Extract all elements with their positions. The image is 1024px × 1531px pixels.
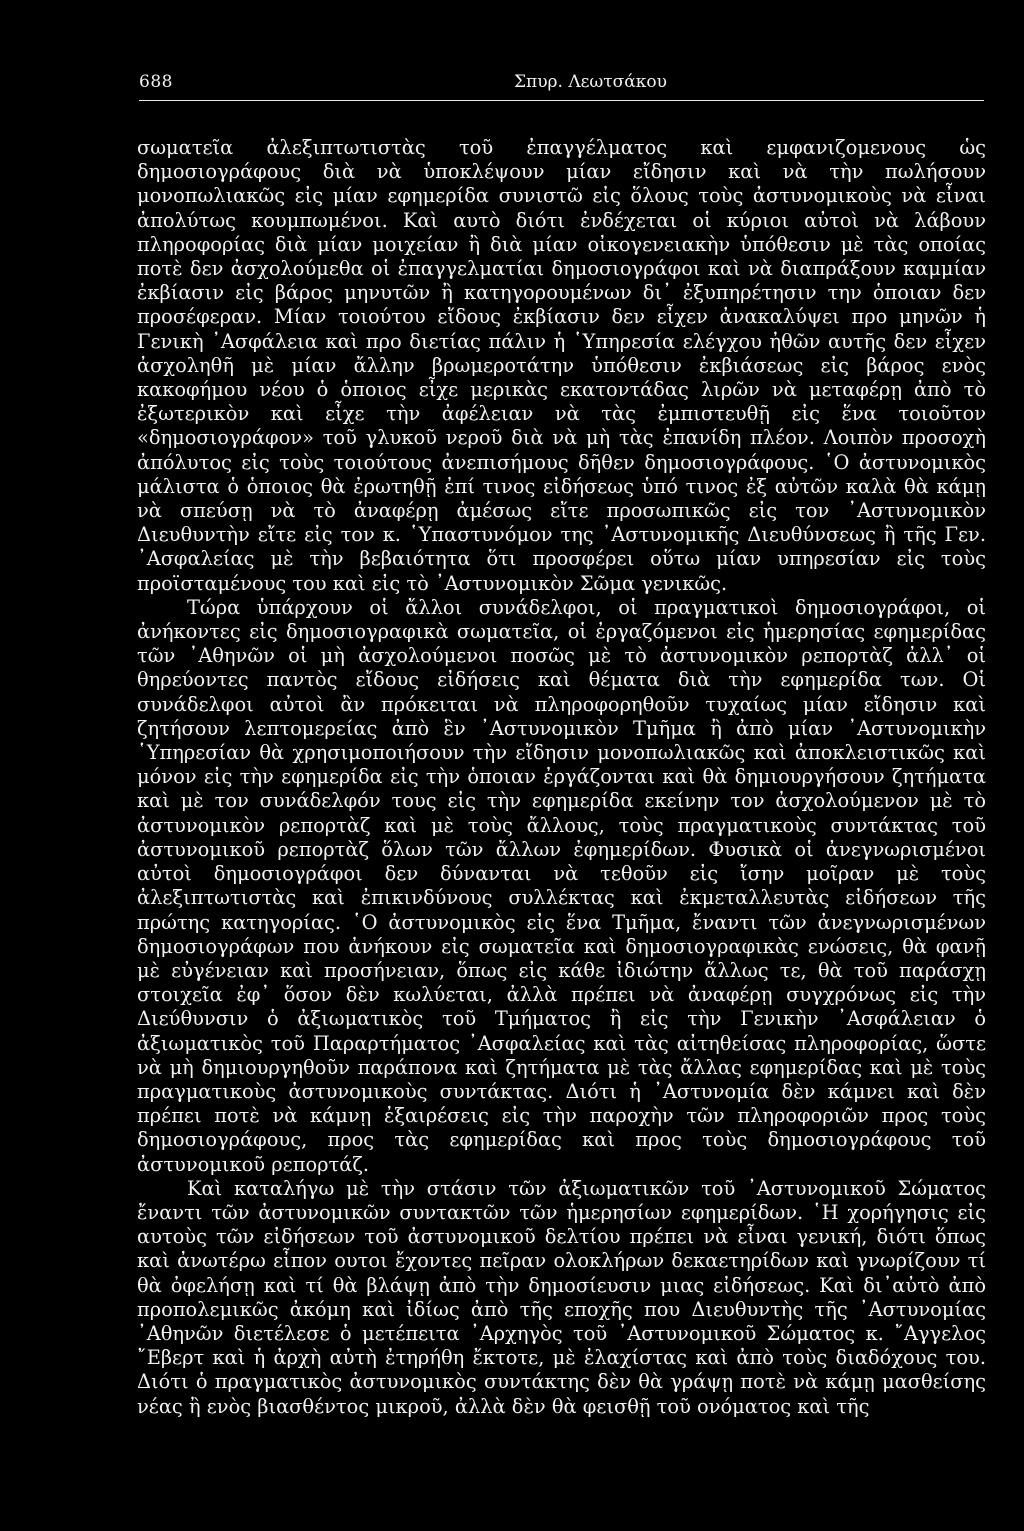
paragraph-3: Καὶ καταλήγω μὲ τὴν στάσιν τῶν ἀξιωματικῶν τοῦ ᾿Αστυνομικοῦ Σώματος ἔναντι τῶν ἀστυνομικῶν συντακτῶν τῶν ἡμερησίων εφημερίδων. ῾Η χορήγησις εἰς αυτοὺς τῶν εἰδήσεων τοῦ ἀστυνομικοῦ δελτίου πρέπει νὰ εἶναι γενική, διότι ὅπως καὶ ἀνωτέρω εἶπον ουτοι ἔχοντες πεῖραν ολοκλήρων δεκαετηρίδων καὶ γνωρίζουν τί θὰ ὀφελήσῃ καὶ τί θὰ βλάψῃ ἀπὸ τὴν δημοσίευσιν μιας εἰδήσεως. Καὶ δι᾽αὐτὸ ἀπὸ προπολεμικῶς ἀκόμη καὶ ἰδίως ἀπὸ τῆς εποχῆς που Διευθυντὴς τῆς ᾿Αστυνομίας ᾿Αθηνῶν διετέλεσε ὁ μετέπειτα ᾿Αρχηγὸς τοῦ ᾿Αστυνομικοῦ Σώματος κ. ῎Αγγελος ῎Εβερτ καὶ ἡ ἀρχὴ αὐτὴ ἐτηρήθη ἔκτοτε, μὲ ἐλαχίστας καὶ ἀπὸ τοὺς διαδόχους του. Διότι ὁ πραγματικὸς ἀστυνομικὸς συντάκτης δὲν θὰ γράψῃ ποτὲ νὰ κάμῃ μασθείσης νέας ἢ ενὸς βιασθέντος μικροῦ, ἀλλὰ δὲν θὰ φεισθῇ τοῦ ονόματος καὶ τῆς	[137, 1176, 986, 1418]
running-head: Σπυρ. Λεωτσάκου	[514, 72, 667, 92]
paragraph-1: σωματεῖα ἀλεξιπτωτιστὰς τοῦ ἐπαγγέλματος καὶ εμφανιζομενους ὡς δημοσιογράφους διὰ νὰ ὑποκλέψουν μίαν εἴδησιν καὶ νὰ τὴν πωλήσουν μονοπωλιακῶς εἰς μίαν εφημερίδα συνιστῶ εἰς ὅλους τοὺς ἀστυνομικοὺς νὰ εἶναι ἀπολύτως κουμπωμένοι. Καὶ αυτὸ διότι ἐνδέχεται οἱ κύριοι αὐτοὶ νὰ λάβουν πληροφορίας διὰ μίαν μοιχείαν ἢ διὰ μίαν οἰκογενειακὴν ὑπόθεσιν μὲ τὰς οποίας ποτὲ δεν ἀσχολούμεθα οἱ ἐπαγγελματίαι δημοσιογράφοι καὶ νὰ διαπράξουν καμμίαν ἐκβίασιν εἰς βάρος μηνυτῶν ἢ κατηγορουμένων δι᾽ ἐξυπηρέτησιν την ὁποιαν δεν προσέφεραν. Μίαν τοιούτου εἴδους ἐκβίασιν δεν εἶχεν ἀνακαλύψει προ μηνῶν ἡ Γενικὴ ᾿Ασφάλεια καὶ προ διετίας πάλιν ἡ ῾Υπηρεσία ελέγχου ἠθῶν αυτῆς δεν εἶχεν ἀσχοληθῆ μὲ μίαν ἄλλην βρωμεροτάτην ὑπόθεσιν ἐκβιάσεως εἰς βάρος ενὸς κακοφήμου νέου ὁ ὁποιος εἶχε μερικὰς εκατοντάδας λιρῶν νὰ μεταφέρῃ ἀπὸ τὸ ἐξωτερικὸν καὶ εἶχε τὴν ἀφέλειαν νὰ τὰς ἐμπιστευθῇ εἰς ἕνα τοιοῦτον «δημοσιογράφον» τοῦ γλυκοῦ νεροῦ διὰ νὰ μὴ τὰς ἐπανίδη πλέον. Λοιπὸν προσοχὴ ἀπόλυτος εἰς τοὺς τοιούτους ἀνεπισήμους δῆθεν δημοσιογράφους. ῾Ο ἀστυνομικὸς μάλιστα ὁ ὁποιος θὰ ἐρωτηθῇ ἐπί τινος εἰδήσεως ὑπό τινος ἐξ αὐτῶν καλὰ θὰ κάμῃ νὰ σπεύσῃ νὰ τὸ ἀναφέρῃ ἀμέσως εἴτε προσωπικῶς εἰς τον ᾿Αστυνομικὸν Διευθυντὴν εἴτε εἰς τον κ. ῾Υπαστυνόμον της ᾿Αστυνομικῆς Διευθύνσεως ἢ τῆς Γεν. ᾿Ασφαλείας μὲ τὴν βεβαιότητα ὅτι προσφέρει οὕτω μίαν υπηρεσίαν εἰς τοὺς προϊσταμένους του καὶ εἰς τὸ ᾿Αστυνομικὸν Σῶμα γενικῶς.	[137, 136, 986, 595]
page-header	[139, 72, 984, 102]
text-body	[137, 136, 986, 1419]
paragraph-2: Τώρα ὑπάρχουν οἱ ἄλλοι συνάδελφοι, οἱ πραγματικοὶ δημοσιογράφοι, οἱ ἀνήκοντες εἰς δημοσιογραφικὰ σωματεῖα, οἱ ἐργαζόμενοι εἰς ἡμερησίας εφημερίδας τῶν ᾿Αθηνῶν οἱ μὴ ἀσχολούμενοι ποσῶς μὲ τὸ ἀστυνομικὸν ρεπορτὰζ ἀλλ᾽ οἱ θηρεύοντες παντὸς εἴδους εἰδήσεις καὶ θέματα διὰ τὴν εφημερίδα των. Οἱ συνάδελφοι αὐτοὶ ἂν πρόκειται νὰ πληροφορηθοῦν τυχαίως μίαν εἴδησιν καὶ ζητήσουν λεπτομερείας ἀπὸ ἓν ᾿Αστυνομικὸν Τμῆμα ἢ ἀπὸ μίαν ᾿Αστυνομικὴν ῾Υπηρεσίαν θὰ χρησιμοποιήσουν τὴν εἴδησιν μονοπωλιακῶς καὶ ἀποκλειστικῶς καὶ μόνον εἰς τὴν εφημερίδα εἰς τὴν ὁποιαν ἐργάζονται καὶ θὰ δημιουργήσουν ζητήματα καὶ μὲ τον συνάδελφόν τους εἰς τὴν εφημερίδα εκείνην τον ἀσχολούμενον μὲ τὸ ἀστυνομικὸν ρεπορτὰζ καὶ μὲ τοὺς ἄλλους, τοὺς πραγματικοὺς συντάκτας τοῦ ἀστυνομικοῦ ρεπορτὰζ ὅλων τῶν ἄλλων ἐφημερίδων. Φυσικὰ οἱ ἀνεγνωρισμένοι αὐτοὶ δημοσιογράφοι δεν δύνανται νὰ τεθοῦν εἰς ἴσην μοῖραν μὲ τοὺς ἀλεξιπτωτιστὰς καὶ ἐπικινδύνους συλλέκτας καὶ ἐκμεταλλευτὰς εἰδήσεων τῆς πρώτης κατηγορίας. ῾Ο ἀστυνομικὸς εἰς ἕνα Τμῆμα, ἔναντι τῶν ἀνεγνωρισμένων δημοσιογράφων που ἀνήκουν εἰς σωματεῖα καὶ δημοσιογραφικὰς ενώσεις, θὰ φανῇ μὲ εὐγένειαν καὶ προσήνειαν, ὅπως εἰς κάθε ἰδιώτην ἄλλως τε, θὰ τοῦ παράσχῃ στοιχεῖα ἐφ᾽ ὅσον δὲν κωλύεται, ἀλλὰ πρέπει νὰ ἀναφέρῃ συγχρόνως εἰς τὴν Διεύθυνσιν ὁ ἀξιωματικὸς τοῦ Τμήματος ἢ εἰς τὴν Γενικὴν ᾿Ασφάλειαν ὁ ἀξιωματικὸς τοῦ Παραρτήματος ᾿Ασφαλείας καὶ τὰς αἰτηθείσας πληροφορίας, ὥστε νὰ μὴ δημιουργηθοῦν παράπονα καὶ ζητήματα μὲ τὰς ἄλλας εφημερίδας καὶ μὲ τοὺς πραγματικοὺς ἀστυνομικοὺς συντάκτας. Διότι ἡ ᾿Αστυνομία δὲν κάμνει καὶ δὲν πρέπει ποτὲ νὰ κάμνῃ ἐξαιρέσεις εἰς τὴν παροχὴν τῶν πληροφοριῶν προς τοὺς δημοσιογράφους, προς τὰς εφημερίδας καὶ προς τοὺς δημοσιογράφους τοῦ ἀστυνομικοῦ ρεπορτάζ.	[137, 595, 986, 1176]
page-number: 688	[139, 72, 173, 92]
header-rule	[139, 100, 984, 101]
